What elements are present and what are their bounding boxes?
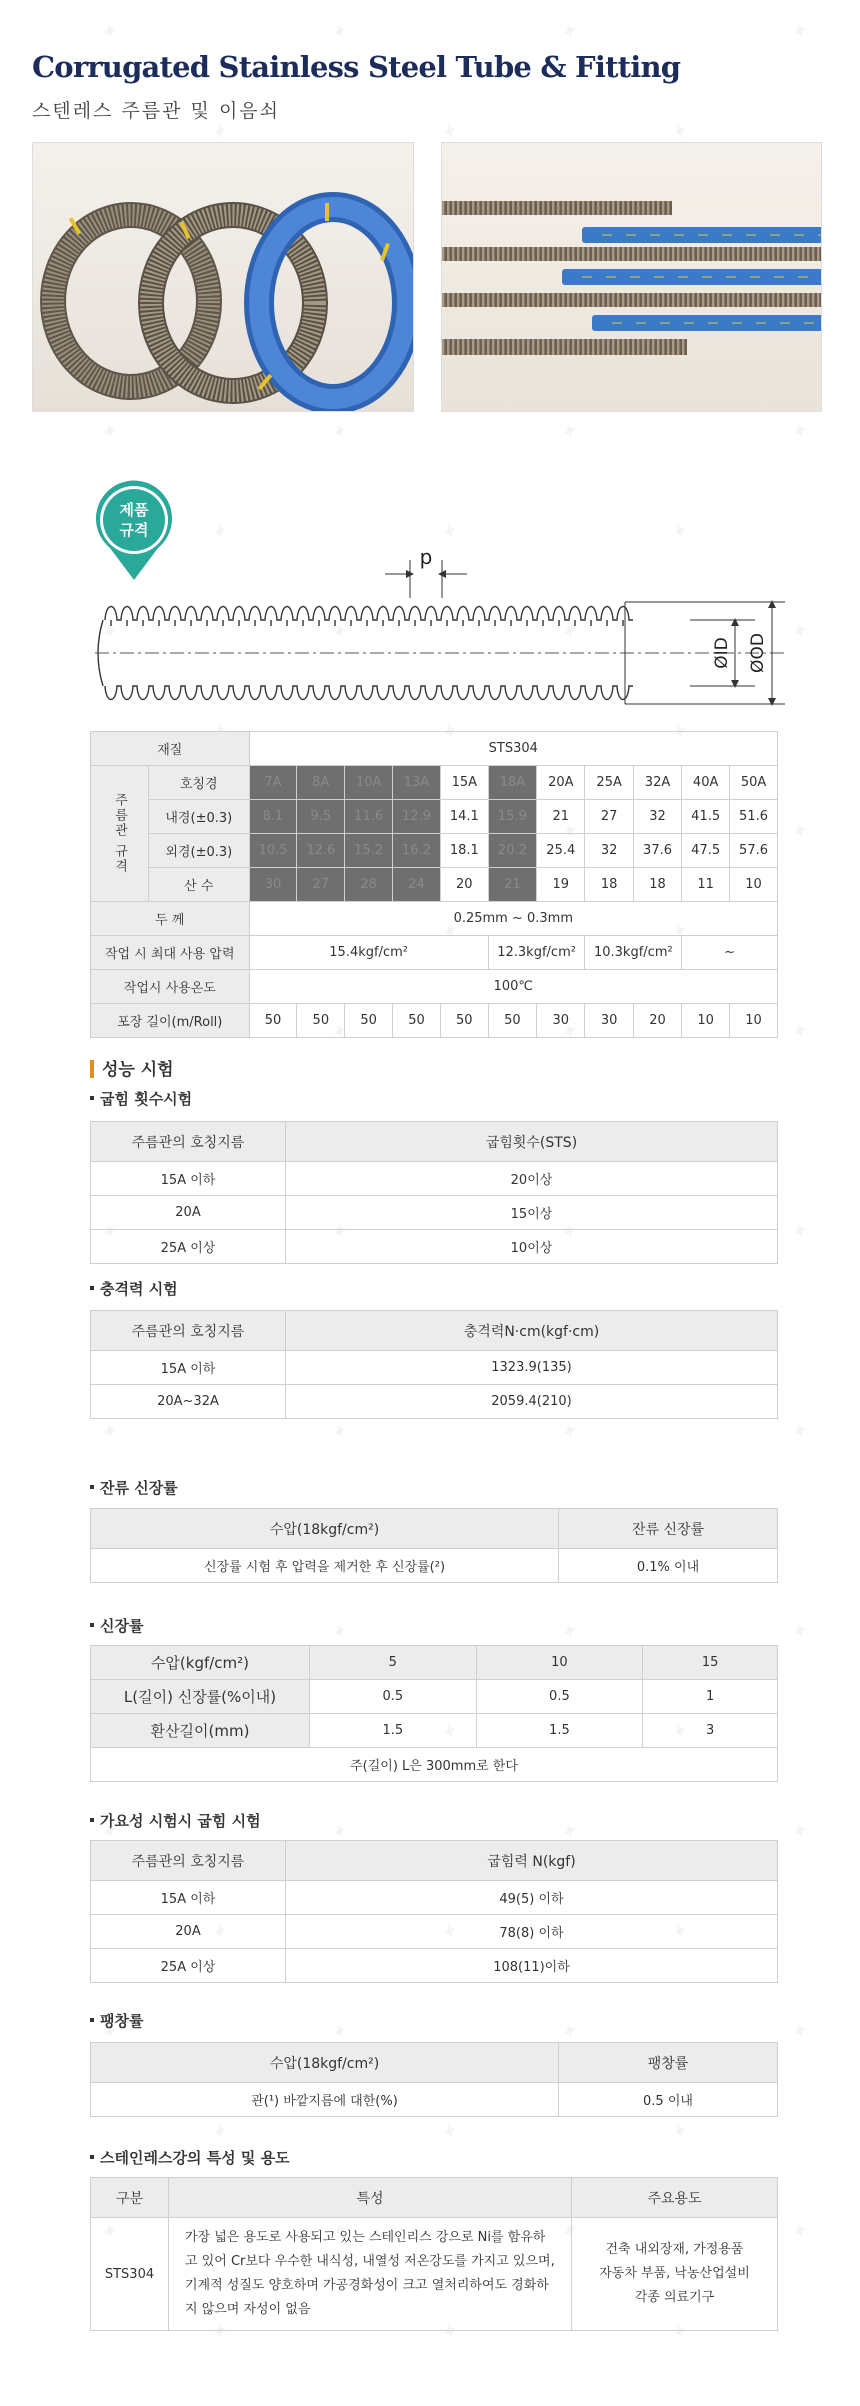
usage-table bbox=[90, 2177, 778, 2331]
spec-table bbox=[90, 731, 778, 1038]
table-cell: 0.5 이내 bbox=[559, 2083, 778, 2117]
bullet-icon bbox=[90, 1818, 94, 1822]
thickness-label: 두 께 bbox=[91, 902, 250, 936]
watermark-mark bbox=[785, 1617, 811, 1646]
watermark-mark bbox=[95, 1417, 121, 1446]
watermark-mark bbox=[325, 1417, 351, 1446]
spec-cell: 25.4 bbox=[537, 834, 585, 868]
perf-title-text: 성능 시험 bbox=[102, 1060, 174, 1080]
spec-cell: 15.2 bbox=[345, 834, 393, 868]
spec-cell: 15A bbox=[440, 766, 488, 800]
watermark-mark bbox=[555, 17, 581, 46]
spec-cell: 57.6 bbox=[730, 834, 778, 868]
flex-table bbox=[90, 1840, 778, 1983]
spec-cell: 19 bbox=[537, 868, 585, 902]
bullet-icon bbox=[90, 1286, 94, 1290]
material-label: 재질 bbox=[91, 732, 250, 766]
table-row bbox=[91, 1646, 778, 1680]
table-cell: 20A bbox=[91, 1915, 286, 1949]
bend-title-text: 굽힘 횟수시험 bbox=[100, 1090, 193, 1108]
table-cell: 15A 이하 bbox=[91, 1881, 286, 1915]
watermark-mark bbox=[555, 1417, 581, 1446]
length-cell: 50 bbox=[249, 1004, 297, 1038]
table-cell: 10 bbox=[476, 1646, 643, 1680]
spec-row-label: 호칭경 bbox=[149, 766, 250, 800]
tube-diagram bbox=[95, 540, 795, 710]
table-cell: 15이상 bbox=[286, 1196, 778, 1230]
pressure-label: 작업 시 최대 사용 압력 bbox=[91, 936, 250, 970]
table-cell: 20A bbox=[91, 1196, 286, 1230]
usage-item: 자동차 부품, 낙농산업설비 bbox=[599, 2266, 750, 2281]
table-header: 굽힘횟수(STS) bbox=[286, 1122, 778, 1162]
spec-cell: 20.2 bbox=[488, 834, 536, 868]
od-label: ØOD bbox=[748, 633, 768, 673]
spec-cell: 14.1 bbox=[440, 800, 488, 834]
residual-title-text: 잔류 신장률 bbox=[100, 1479, 178, 1497]
table-row bbox=[91, 1949, 778, 1983]
table-row bbox=[91, 1549, 778, 1583]
pressure-value: ~ bbox=[682, 936, 778, 970]
usage-desc: 가장 넓은 용도로 사용되고 있는 스테인리스 강으로 Ni를 함유하고 있어 Cr보다 우수한 내식성, 내열성 저온강도를 가지고 있으며, 기계적 성질도 양호하며 가공경화성이 크고 열처리하여도 경화하지 않으며 자성이 없음 bbox=[169, 2218, 572, 2331]
impact-title-text: 충격력 시험 bbox=[100, 1280, 178, 1298]
expand-title-text: 팽창률 bbox=[100, 2012, 144, 2030]
spec-cell: 40A bbox=[682, 766, 730, 800]
spec-cell: 11.6 bbox=[345, 800, 393, 834]
table-cell: 108(11)이하 bbox=[286, 1949, 778, 1983]
watermark-mark bbox=[785, 17, 811, 46]
elong-table bbox=[90, 1645, 778, 1782]
watermark-mark bbox=[555, 417, 581, 446]
spec-row-label: 산 수 bbox=[149, 868, 250, 902]
spec-cell: 18 bbox=[585, 868, 633, 902]
spec-cell: 20 bbox=[440, 868, 488, 902]
table-cell: 1.5 bbox=[476, 1714, 643, 1748]
spec-cell: 9.5 bbox=[297, 800, 345, 834]
length-cell: 10 bbox=[682, 1004, 730, 1038]
table-row bbox=[91, 1748, 778, 1782]
watermark-mark bbox=[785, 2217, 811, 2246]
usage-header: 특성 bbox=[169, 2178, 572, 2218]
usage-item: 각종 의료기구 bbox=[634, 2290, 715, 2305]
spec-cell: 16.2 bbox=[393, 834, 441, 868]
length-cell: 30 bbox=[585, 1004, 633, 1038]
bullet-icon bbox=[90, 1485, 94, 1489]
flex-title bbox=[90, 1810, 261, 1831]
table-cell: 78(8) 이하 bbox=[286, 1915, 778, 1949]
elong-note: 주(길이) L은 300mm로 한다 bbox=[91, 1748, 778, 1782]
tube-top-profile bbox=[105, 607, 633, 621]
spec-cell: 47.5 bbox=[682, 834, 730, 868]
spec-cell: 51.6 bbox=[730, 800, 778, 834]
table-cell: 3 bbox=[643, 1714, 778, 1748]
usage-item: 건축 내외장재, 가정용품 bbox=[605, 2242, 744, 2257]
id-label: ØID bbox=[712, 637, 732, 669]
watermark-mark bbox=[325, 17, 351, 46]
badge-line2: 규격 bbox=[119, 521, 149, 539]
watermark-mark bbox=[785, 1417, 811, 1446]
impact-title bbox=[90, 1278, 178, 1299]
table-cell: 49(5) 이하 bbox=[286, 1881, 778, 1915]
spec-cell: 32 bbox=[585, 834, 633, 868]
thickness-value: 0.25mm ~ 0.3mm bbox=[249, 902, 777, 936]
spec-cell: 32 bbox=[633, 800, 681, 834]
watermark-mark bbox=[325, 1617, 351, 1646]
spec-cell: 32A bbox=[633, 766, 681, 800]
spec-cell: 10.5 bbox=[249, 834, 297, 868]
perf-title bbox=[90, 1055, 174, 1080]
temp-value: 100℃ bbox=[249, 970, 777, 1004]
table-cell: 관(¹) 바깥지름에 대한(%) bbox=[91, 2083, 559, 2117]
table-cell: 10이상 bbox=[286, 1230, 778, 1264]
residual-table bbox=[90, 1508, 778, 1583]
table-cell: 25A 이상 bbox=[91, 1230, 286, 1264]
usage-grade: STS304 bbox=[91, 2218, 169, 2331]
watermark-mark bbox=[95, 17, 121, 46]
tube-photo bbox=[441, 142, 822, 412]
table-row bbox=[91, 1196, 778, 1230]
table-row bbox=[91, 1162, 778, 1196]
table-cell: 15A 이하 bbox=[91, 1162, 286, 1196]
usage-header: 주요용도 bbox=[572, 2178, 778, 2218]
spec-cell: 13A bbox=[393, 766, 441, 800]
watermark-mark bbox=[785, 1217, 811, 1246]
bullet-icon bbox=[90, 2018, 94, 2022]
watermark-mark bbox=[325, 417, 351, 446]
bend-table bbox=[90, 1121, 778, 1264]
temp-label: 작업시 사용온도 bbox=[91, 970, 250, 1004]
table-row bbox=[91, 1680, 778, 1714]
table-cell: L(길이) 신장률(%이내) bbox=[91, 1680, 310, 1714]
table-row bbox=[91, 1714, 778, 1748]
spec-cell: 30 bbox=[249, 868, 297, 902]
length-cell: 10 bbox=[730, 1004, 778, 1038]
usage-title-text: 스테인레스강의 특성 및 용도 bbox=[100, 2149, 290, 2167]
spec-row-label: 내경(±0.3) bbox=[149, 800, 250, 834]
table-cell: 20A~32A bbox=[91, 1385, 286, 1419]
impact-table bbox=[90, 1310, 778, 1419]
table-header: 잔류 신장률 bbox=[559, 1509, 778, 1549]
pressure-value: 12.3kgf/cm² bbox=[488, 936, 585, 970]
expand-table bbox=[90, 2042, 778, 2117]
table-header: 굽힘력 N(kgf) bbox=[286, 1841, 778, 1881]
table-header: 주름관의 호칭지름 bbox=[91, 1841, 286, 1881]
table-cell: 1.5 bbox=[310, 1714, 477, 1748]
watermark-mark bbox=[785, 817, 811, 846]
table-cell: 환산길이(mm) bbox=[91, 1714, 310, 1748]
spec-cell: 24 bbox=[393, 868, 441, 902]
table-cell: 15 bbox=[643, 1646, 778, 1680]
length-cell: 20 bbox=[633, 1004, 681, 1038]
length-cell: 30 bbox=[537, 1004, 585, 1038]
spec-cell: 8.1 bbox=[249, 800, 297, 834]
watermark-mark bbox=[435, 2117, 461, 2146]
length-cell: 50 bbox=[297, 1004, 345, 1038]
table-cell: 신장률 시험 후 압력을 제거한 후 신장률(²) bbox=[91, 1549, 559, 1583]
spec-cell: 27 bbox=[297, 868, 345, 902]
spec-cell: 12.9 bbox=[393, 800, 441, 834]
table-header: 팽창률 bbox=[559, 2043, 778, 2083]
spec-cell: 41.5 bbox=[682, 800, 730, 834]
spec-cell: 12.6 bbox=[297, 834, 345, 868]
length-cell: 50 bbox=[393, 1004, 441, 1038]
watermark-mark bbox=[785, 2017, 811, 2046]
spec-cell: 10A bbox=[345, 766, 393, 800]
table-row bbox=[91, 1385, 778, 1419]
elong-title-text: 신장률 bbox=[100, 1617, 144, 1635]
length-cell: 50 bbox=[345, 1004, 393, 1038]
residual-title bbox=[90, 1477, 178, 1498]
bend-title bbox=[90, 1088, 192, 1109]
expand-title bbox=[90, 2010, 143, 2031]
table-cell: 1323.9(135) bbox=[286, 1351, 778, 1385]
watermark-mark bbox=[785, 1817, 811, 1846]
watermark-mark bbox=[665, 2117, 691, 2146]
bullet-icon bbox=[90, 1096, 94, 1100]
spec-cell: 21 bbox=[537, 800, 585, 834]
pressure-value: 15.4kgf/cm² bbox=[249, 936, 488, 970]
watermark-mark bbox=[95, 417, 121, 446]
table-header: 주름관의 호칭지름 bbox=[91, 1311, 286, 1351]
watermark-mark bbox=[785, 1017, 811, 1046]
table-cell: 5 bbox=[310, 1646, 477, 1680]
spec-cell: 15.9 bbox=[488, 800, 536, 834]
table-cell: 2059.4(210) bbox=[286, 1385, 778, 1419]
elong-title bbox=[90, 1615, 143, 1636]
table-row bbox=[91, 1881, 778, 1915]
page-subtitle: 스텐레스 주름관 및 이음쇠 bbox=[32, 100, 281, 122]
table-cell: 0.5 bbox=[310, 1680, 477, 1714]
accent-bar bbox=[90, 1060, 94, 1078]
spec-cell: 20A bbox=[537, 766, 585, 800]
spec-cell: 18.1 bbox=[440, 834, 488, 868]
table-header: 주름관의 호칭지름 bbox=[91, 1122, 286, 1162]
usage-header: 구분 bbox=[91, 2178, 169, 2218]
spec-cell: 28 bbox=[345, 868, 393, 902]
spec-cell: 8A bbox=[297, 766, 345, 800]
page-title: Corrugated Stainless Steel Tube & Fitting bbox=[32, 50, 681, 84]
spec-cell: 21 bbox=[488, 868, 536, 902]
table-header: 수압(18kgf/cm²) bbox=[91, 2043, 559, 2083]
badge-line1: 제품 bbox=[119, 501, 149, 519]
spec-cell: 50A bbox=[730, 766, 778, 800]
spec-cell: 37.6 bbox=[633, 834, 681, 868]
bullet-icon bbox=[90, 2155, 94, 2159]
table-cell: 15A 이하 bbox=[91, 1351, 286, 1385]
watermark-mark bbox=[785, 417, 811, 446]
table-row bbox=[91, 2083, 778, 2117]
watermark-mark bbox=[205, 2117, 231, 2146]
coil-photo bbox=[32, 142, 414, 412]
spec-cell: 11 bbox=[682, 868, 730, 902]
table-cell: 0.1% 이내 bbox=[559, 1549, 778, 1583]
table-cell: 20이상 bbox=[286, 1162, 778, 1196]
table-cell: 0.5 bbox=[476, 1680, 643, 1714]
spec-cell: 7A bbox=[249, 766, 297, 800]
bullet-icon bbox=[90, 1623, 94, 1627]
table-cell: 수압(kgf/cm²) bbox=[91, 1646, 310, 1680]
tube-bottom-profile bbox=[105, 686, 633, 700]
pitch-label: p bbox=[419, 545, 433, 569]
length-label: 포장 길이(m/Roll) bbox=[91, 1004, 250, 1038]
spec-cell: 18A bbox=[488, 766, 536, 800]
spec-cell: 18 bbox=[633, 868, 681, 902]
spec-cell: 10 bbox=[730, 868, 778, 902]
table-header: 수압(18kgf/cm²) bbox=[91, 1509, 559, 1549]
usage-title bbox=[90, 2147, 290, 2168]
table-header: 충격력N·cm(kgf·cm) bbox=[286, 1311, 778, 1351]
material-value: STS304 bbox=[249, 732, 777, 766]
flex-title-text: 가요성 시험시 굽힘 시험 bbox=[100, 1812, 261, 1830]
table-row bbox=[91, 1915, 778, 1949]
length-cell: 50 bbox=[440, 1004, 488, 1038]
table-cell: 1 bbox=[643, 1680, 778, 1714]
group-label: 주름관 규격 bbox=[91, 766, 149, 902]
table-cell: 25A 이상 bbox=[91, 1949, 286, 1983]
watermark-mark bbox=[555, 1617, 581, 1646]
spec-cell: 25A bbox=[585, 766, 633, 800]
length-cell: 50 bbox=[488, 1004, 536, 1038]
spec-cell: 27 bbox=[585, 800, 633, 834]
pressure-value: 10.3kgf/cm² bbox=[585, 936, 682, 970]
table-row bbox=[91, 1230, 778, 1264]
table-row bbox=[91, 1351, 778, 1385]
spec-row-label: 외경(±0.3) bbox=[149, 834, 250, 868]
